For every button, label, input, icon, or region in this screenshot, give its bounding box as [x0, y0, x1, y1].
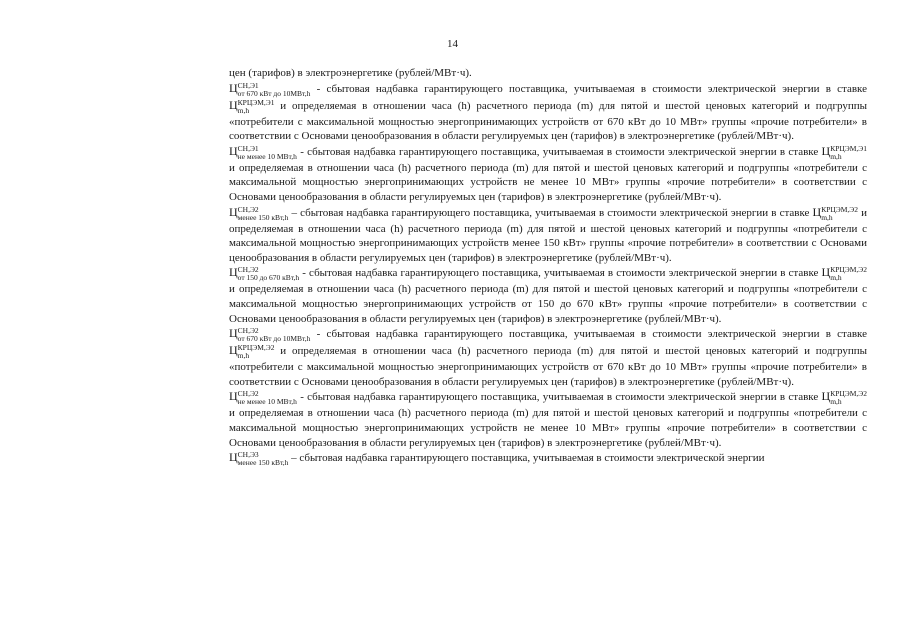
paragraph-text: – сбытовая надбавка гарантирующего поставщика, учитываемая в стоимости электрической энергии в ставке [288, 206, 813, 219]
definition-paragraph-5 [229, 326, 867, 389]
paragraph-text: - сбытовая надбавка гарантирующего поставщика, учитываемая в стоимости электрической энергии в ставке [299, 267, 822, 280]
tariff-symbol: Ц СН,Э1 не менее 10 МВт,h [229, 143, 297, 161]
tariff-symbol: Ц СН,Э2 от 670 кВт до 10МВт,h [229, 326, 311, 344]
paragraph-text-continued: и определяемая в отношении часа (h) расчетного периода (m) для пятой и шестой ценовых категорий и подгруппы «потребители с максимальной мощностью энергопринимающих устройств от 150 до 670 кВт» группы «прочие потребители» в соответствии с Основами ценообразования в области регулируемых цен (тарифов) в электроэнергетике (рублей/МВт·ч). [229, 283, 867, 325]
tariff-symbol: Ц СН,Э2 от 150 до 670 кВт,h [229, 265, 300, 283]
rate-symbol: Ц КРЦЭМ,Э2 m,h [821, 389, 867, 407]
tariff-symbol: Ц СН,Э2 менее 150 кВт,h [229, 204, 289, 222]
paragraph-text: - сбытовая надбавка гарантирующего поставщика, учитываемая в стоимости электрической энергии в ставке [310, 82, 867, 95]
paragraph-text-continued: и определяемая в отношении часа (h) расчетного периода (m) для пятой и шестой ценовых категорий и подгруппы «потребители с максимальной мощностью энергопринимающих устройств от 670 кВт до 10 МВт» группы «прочие потребители» в соответствии с Основами ценообразования в области регулируемых цен (тарифов) в электроэнергетике (рублей/МВт·ч). [229, 345, 867, 388]
definition-paragraph-2 [229, 144, 867, 205]
tariff-symbol: Ц СН,Э1 от 670 кВт до 10МВт,h [229, 80, 311, 98]
intro-line: цен (тарифов) в электроэнергетике (рублей/МВт·ч). [229, 67, 472, 79]
rate-symbol: Ц КРЦЭМ,Э2 m,h [229, 343, 275, 361]
definition-paragraph-6 [229, 389, 867, 450]
paragraph-text: - сбытовая надбавка гарантирующего поставщика, учитываемая в стоимости электрической энергии в ставке [310, 328, 867, 341]
page-number: 14 [447, 38, 458, 50]
definition-paragraph-7 [229, 450, 867, 467]
rate-symbol: Ц КРЦЭМ,Э1 m,h [229, 97, 275, 115]
definition-paragraph-3 [229, 205, 867, 266]
page-body [229, 66, 867, 467]
paragraph-text-continued: и определяемая в отношении часа (h) расчетного периода (m) для пятой и шестой ценовых категорий и подгруппы «потребители с максимальной мощностью энергопринимающих устройств не менее 10 МВт» группы «прочие потребители» в соответствии с Основами ценообразования в области регулируемых цен (тарифов) в электроэнергетике (рублей/МВт·ч). [229, 407, 867, 449]
paragraph-text-continued: и определяемая в отношении часа (h) расчетного периода (m) для пятой и шестой ценовых категорий и подгруппы «потребители с максимальной мощностью энергопринимающих устройств менее 150 кВт» группы «прочие потребители» в соответствии с Основами ценообразования в области регулируемых цен (тарифов) в электроэнергетике (рублей/МВт·ч). [229, 206, 867, 264]
tariff-symbol: Ц СН,Э3 менее 150 кВт,h [229, 450, 289, 468]
rate-symbol: Ц КРЦЭМ,Э1 m,h [821, 143, 867, 161]
tariff-symbol: Ц СН,Э2 не менее 10 МВт,h [229, 389, 297, 407]
definition-paragraph-1 [229, 81, 867, 144]
paragraph-text-continued: и определяемая в отношении часа (h) расчетного периода (m) для пятой и шестой ценовых категорий и подгруппы «потребители с максимальной мощностью энергопринимающих устройств от 670 кВт до 10 МВт» группы «прочие потребители» в соответствии с Основами ценообразования в области регулируемых цен (тарифов) в электроэнергетике (рублей/МВт·ч). [229, 99, 867, 143]
paragraph-text: – сбытовая надбавка гарантирующего поставщика, учитываемая в стоимости электрической энергии [288, 452, 765, 465]
paragraph-text: - сбытовая надбавка гарантирующего поставщика, учитываемая в стоимости электрической энергии в ставке [296, 391, 822, 404]
paragraph-text-continued: и определяемая в отношении часа (h) расчетного периода (m) для пятой и шестой ценовых категорий и подгруппы «потребители с максимальной мощностью энергопринимающих устройств не менее 10 МВт» группы «прочие потребители» в соответствии с Основами ценообразования в области регулируемых цен (тарифов) в электроэнергетике (рублей/МВт·ч). [229, 161, 867, 203]
definition-paragraph-4 [229, 265, 867, 326]
rate-symbol: Ц КРЦЭМ,Э2 m,h [812, 204, 858, 222]
rate-symbol: Ц КРЦЭМ,Э2 m,h [821, 265, 867, 283]
paragraph-text: - сбытовая надбавка гарантирующего поставщика, учитываемая в стоимости электрической энергии в ставке [296, 145, 822, 158]
